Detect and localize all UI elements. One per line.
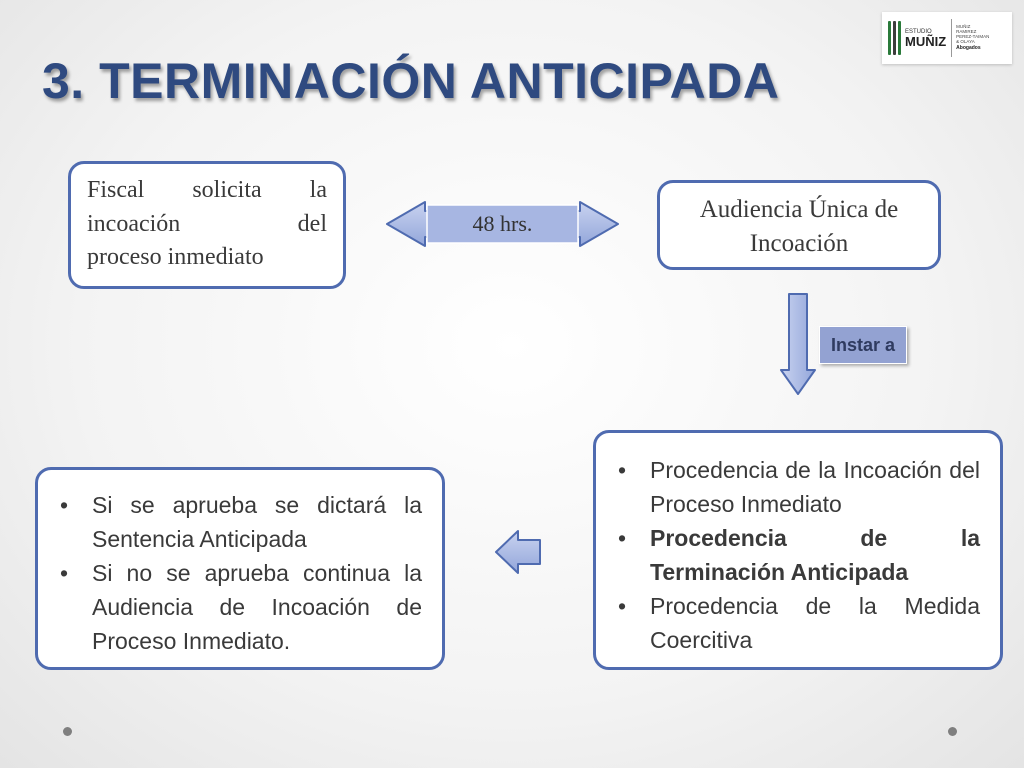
down-arrow-icon	[779, 292, 817, 396]
firm-logo	[882, 12, 1012, 64]
procedencia-item-2-text: Procedencia de la Terminación Anticipada	[650, 525, 980, 585]
box-fiscal-solicita	[68, 161, 346, 289]
corner-dot-right	[948, 727, 957, 736]
logo-name-4: & OLAYA	[956, 39, 975, 45]
box-audiencia-line-2: Incoación	[749, 229, 849, 257]
box-fiscal-line-3: proceso inmediato	[87, 244, 264, 271]
instar-a-label: Instar a	[819, 326, 907, 364]
arrow-time-label: 48 hrs.	[472, 211, 533, 236]
box-audiencia-unica	[657, 180, 941, 270]
logo-name-3: PEREZ-TAIMAN	[956, 34, 990, 40]
procedencia-item-2	[618, 521, 980, 589]
slide-title: 3. TERMINACIÓN ANTICIPADA	[42, 53, 780, 109]
box-resultado	[35, 467, 445, 670]
procedencia-item-3: • Procedencia de la Medida Coercitiva	[618, 589, 980, 657]
logo-label-big: MUÑIZ	[905, 33, 947, 49]
box-fiscal-line-1: Fiscal solicita la	[87, 177, 327, 203]
box-audiencia-line-1: Audiencia Única de	[699, 196, 899, 223]
resultado-item-2: • Si no se aprueba continua la Audiencia de Incoación de Proceso Inmediato.	[60, 556, 422, 658]
corner-dot-left	[63, 727, 72, 736]
logo-mark-icon	[888, 21, 901, 55]
box-procedencia	[593, 430, 1003, 670]
resultado-item-1: • Si se aprueba se dictará la Sentencia Anticipada	[60, 488, 422, 556]
logo-tagline: Abogados	[956, 45, 981, 52]
logo-label-small: ESTUDIO	[905, 28, 932, 35]
box-fiscal-line-2: incoación del	[87, 210, 327, 237]
procedencia-item-1: • Procedencia de la Incoación del Proceso Inmediato	[618, 453, 980, 521]
logo-name-2: RAMIREZ	[956, 28, 977, 34]
left-arrow-icon	[494, 529, 542, 575]
logo-name-1: MUÑIZ	[956, 23, 971, 29]
